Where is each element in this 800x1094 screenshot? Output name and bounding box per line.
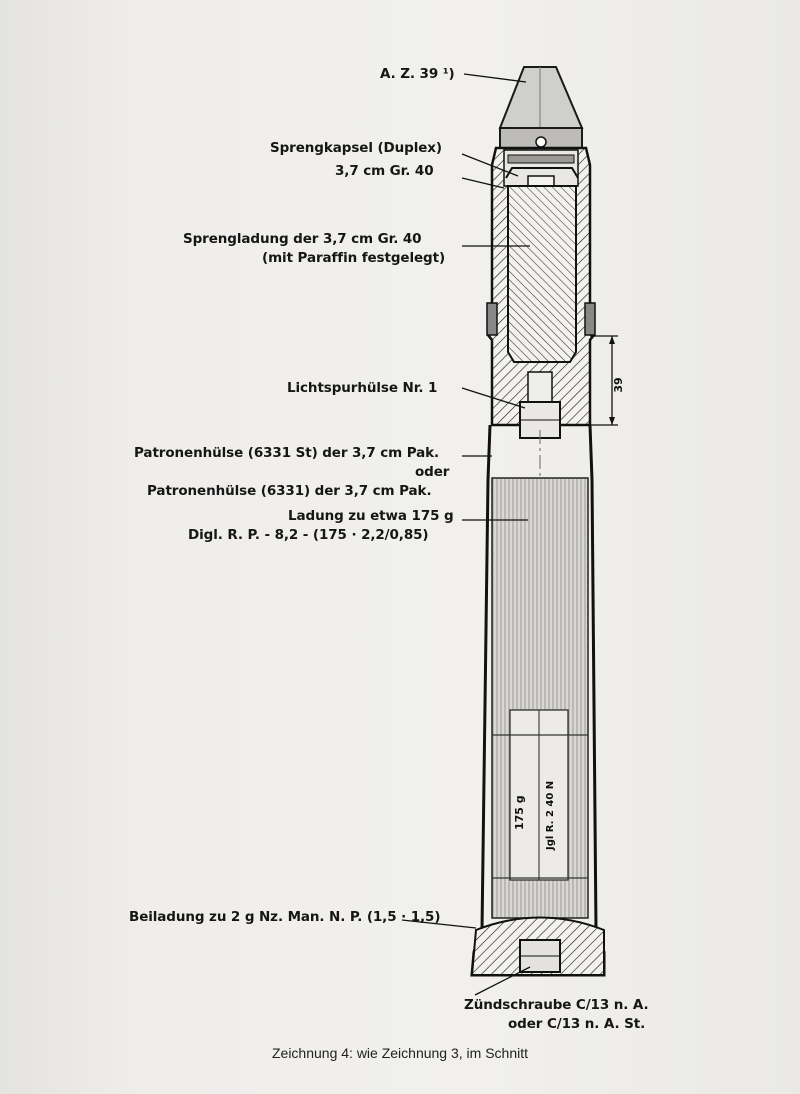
dimension-value: 39 <box>612 377 625 393</box>
bursting-charge <box>508 186 576 362</box>
label-fuze: A. Z. 39 ¹) <box>380 66 455 82</box>
label-case-1: Patronenhülse (6331 St) der 3,7 cm Pak. <box>134 445 440 461</box>
label-igniter: Beiladung zu 2 g Nz. Man. N. P. (1,5 · 1,5) <box>129 909 441 925</box>
label-detonator-2: 3,7 cm Gr. 40 <box>335 163 434 179</box>
case-base <box>472 918 604 976</box>
bag-marking-left: 175 g <box>513 795 526 830</box>
fuze-nose <box>500 67 582 148</box>
label-case-2: Patronenhülse (6331) der 3,7 cm Pak. <box>147 483 432 499</box>
label-primer-2: oder C/13 n. A. St. <box>508 1016 646 1032</box>
label-charge-1: Sprengladung der 3,7 cm Gr. 40 <box>183 231 422 247</box>
dimension-39 <box>590 336 625 425</box>
label-charge-2: (mit Paraffin festgelegt) <box>262 250 446 266</box>
label-tracer: Lichtspurhülse Nr. 1 <box>287 380 438 396</box>
bag-marking-right: Jgl R. 2 40 N <box>545 780 556 850</box>
label-detonator-1: Sprengkapsel (Duplex) <box>270 140 442 156</box>
label-propellant-1: Ladung zu etwa 175 g <box>288 508 454 524</box>
figure-caption: Zeichnung 4: wie Zeichnung 3, im Schnitt <box>271 1045 529 1061</box>
propellant-charge <box>492 478 588 918</box>
label-primer-1: Zündschraube C/13 n. A. <box>464 997 649 1013</box>
label-case-or: oder <box>415 464 450 480</box>
label-propellant-2: Digl. R. P. - 8,2 - (175 · 2,2/0,85) <box>188 527 429 543</box>
